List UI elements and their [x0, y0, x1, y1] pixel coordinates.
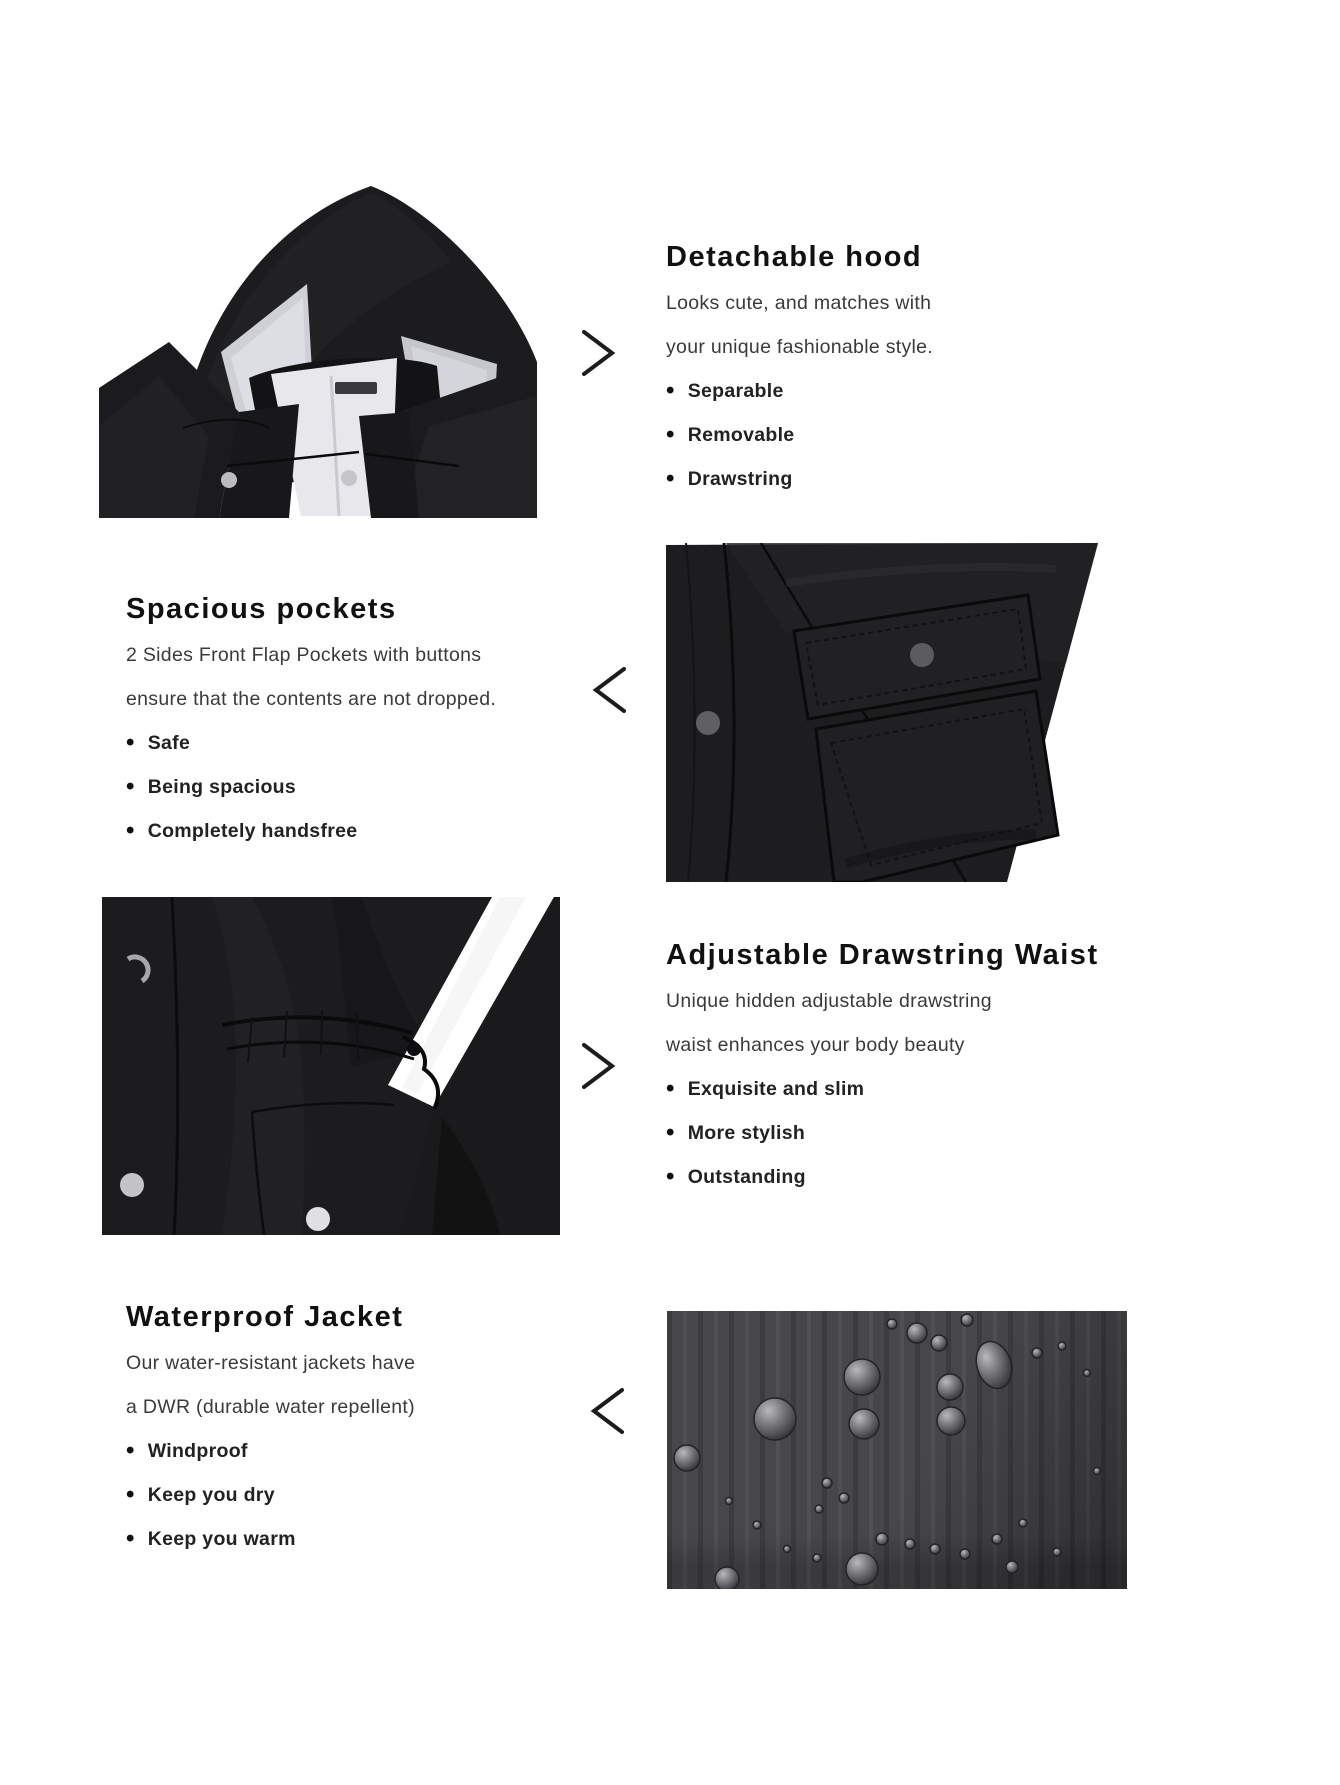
feature-bullet-list — [666, 1067, 1146, 1199]
bullet-item: • Safe — [126, 721, 601, 765]
feature-description-line: Our water-resistant jackets have — [126, 1352, 416, 1374]
feature-heading: Detachable hood — [666, 241, 923, 273]
feature-description-line: your unique fashionable style. — [666, 336, 934, 358]
bullet-item: • Removable — [666, 413, 1146, 457]
bullet-item: • Completely handsfree — [126, 809, 601, 853]
bullet-item: • Keep you dry — [126, 1473, 601, 1517]
feature-bullet-list — [126, 721, 601, 853]
feature-adjustable-drawstring-waist — [666, 938, 1146, 1199]
arrow-right-icon — [576, 1040, 620, 1092]
feature-heading: Waterproof Jacket — [126, 1301, 404, 1333]
feature-bullet-list — [666, 369, 1146, 501]
feature-waterproof-jacket — [126, 1300, 601, 1561]
feature-spacious-pockets — [126, 592, 601, 853]
water-droplets-photo — [667, 1311, 1127, 1589]
arrow-left-icon — [586, 1385, 630, 1437]
feature-description-line: ensure that the contents are not dropped. — [126, 688, 497, 710]
arrow-left-icon — [588, 664, 632, 716]
bullet-item: • Keep you warm — [126, 1517, 601, 1561]
pocket-photo — [666, 543, 1106, 882]
feature-description-line: waist enhances your body beauty — [666, 1034, 965, 1056]
bullet-item: • Being spacious — [126, 765, 601, 809]
bullet-item: • Separable — [666, 369, 1146, 413]
arrow-right-icon — [576, 327, 620, 379]
feature-description-line: Looks cute, and matches with — [666, 292, 932, 314]
bullet-item: • More stylish — [666, 1111, 1146, 1155]
feature-description-line: 2 Sides Front Flap Pockets with buttons — [126, 644, 482, 666]
bullet-item: • Windproof — [126, 1429, 601, 1473]
waist-photo — [102, 897, 560, 1235]
feature-description-line: Unique hidden adjustable drawstring — [666, 990, 992, 1012]
feature-bullet-list — [126, 1429, 601, 1561]
hood-photo — [99, 166, 537, 518]
bullet-item: • Exquisite and slim — [666, 1067, 1146, 1111]
feature-heading: Spacious pockets — [126, 593, 397, 625]
feature-detachable-hood — [666, 240, 1146, 501]
bullet-item: • Outstanding — [666, 1155, 1146, 1199]
bullet-item: • Drawstring — [666, 457, 1146, 501]
feature-heading: Adjustable Drawstring Waist — [666, 939, 1099, 971]
feature-description-line: a DWR (durable water repellent) — [126, 1396, 415, 1418]
